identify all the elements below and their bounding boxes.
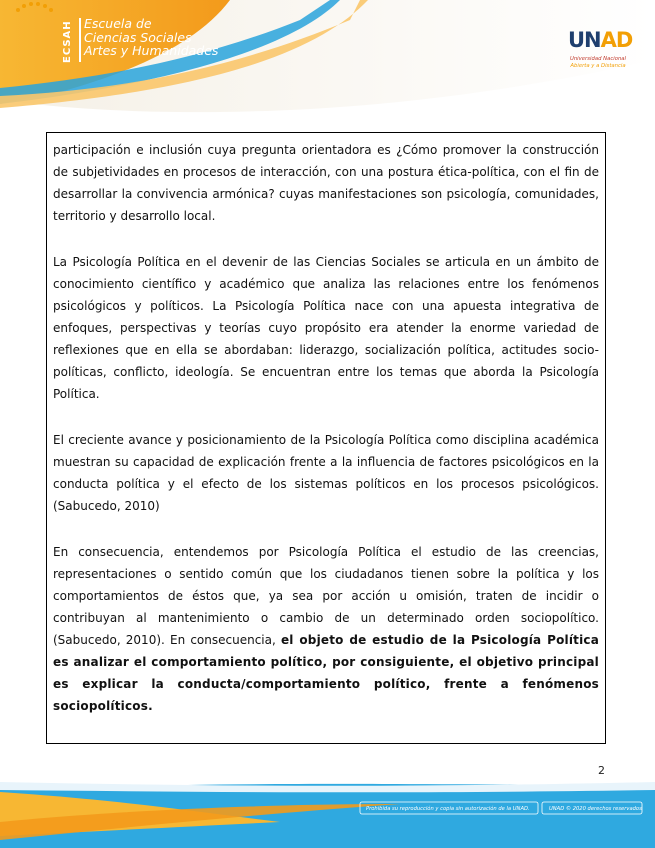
footer-rights: UNAD © 2020 derechos reservados (549, 806, 642, 812)
paragraph-2: La Psicología Política en el devenir de las Ciencias Sociales se articula en un ámbito de conocimiento científico y académico que analiza las relaciones entre los fenómenos psicológicos y políticos. La Psicología Política nace con una apuesta integrativa de enfoques, perspectivas y teorías cuyo propósito era atender la enorme variedad de reflexiones que en ella se abordaban: liderazgo, socialización política, actitudes socio-políticas, conflicto, ideología. Se encuentran entre los temas que aborda la Psicología Política. (53, 255, 599, 401)
footer-banner-graphic (0, 782, 655, 848)
unad-logo-text (568, 28, 632, 52)
school-line-3: Artes y Humanidades (84, 43, 219, 58)
paragraph-4-bold: el objeto de estudio de la Psicología Política es analizar el comportamiento político, por consiguiente, el objetivo principal es explicar la conducta/comportamiento político, frente a fenómenos sociopolíticos. (53, 633, 599, 713)
header-divider (79, 18, 81, 62)
unad-logo-icon (0, 0, 72, 60)
logo-text-ad: AD (600, 28, 633, 52)
page-header (0, 0, 655, 125)
paragraph-4-plain: En consecuencia, entendemos por Psicología Política el estudio de las creencias, representaciones o sentido común que los ciudadanos tienen sobre la política y los comportamientos de éstos que, ya sea por acción u omisión, traten de incidir o contribuyan al mantenimiento o cambio de un determinado orden sociopolítico. (Sabucedo, 2010). En consecuencia, (53, 545, 599, 647)
content-box (46, 132, 606, 744)
paragraph-1: participación e inclusión cuya pregunta orientadora es ¿Cómo promover la construcción de subjetividades en procesos de interacción, con una postura ética-política, con el fin de desarrollar la convivencia armónica? cuyas manifestaciones son psicología, comunidades, territorio y desarrollo local. (53, 143, 599, 223)
ecsah-label: ECSAH (62, 20, 73, 64)
page-footer (0, 782, 655, 848)
paragraph-3: El creciente avance y posicionamiento de la Psicología Política como disciplina académica muestran su capacidad de explicación frente a la influencia de factores psicológicos en la conducta política y el efecto de los sistemas políticos en los procesos psicológicos. (Sabucedo, 2010) (53, 433, 599, 513)
paragraph-4 (53, 541, 599, 717)
logo-text-un: UN (568, 28, 601, 52)
logo-subtitle-1: Universidad Nacional (569, 56, 627, 62)
school-line-2: Ciencias Sociales (84, 29, 192, 45)
school-name (84, 17, 218, 58)
school-line-1: Escuela de (84, 16, 152, 31)
logo-subtitle-2: Abierta y a Distancia (570, 63, 626, 69)
footer-notice: Prohibida su reproducción y copia sin autorización de la UNAD. (366, 806, 530, 812)
page-number: 2 (598, 764, 605, 777)
